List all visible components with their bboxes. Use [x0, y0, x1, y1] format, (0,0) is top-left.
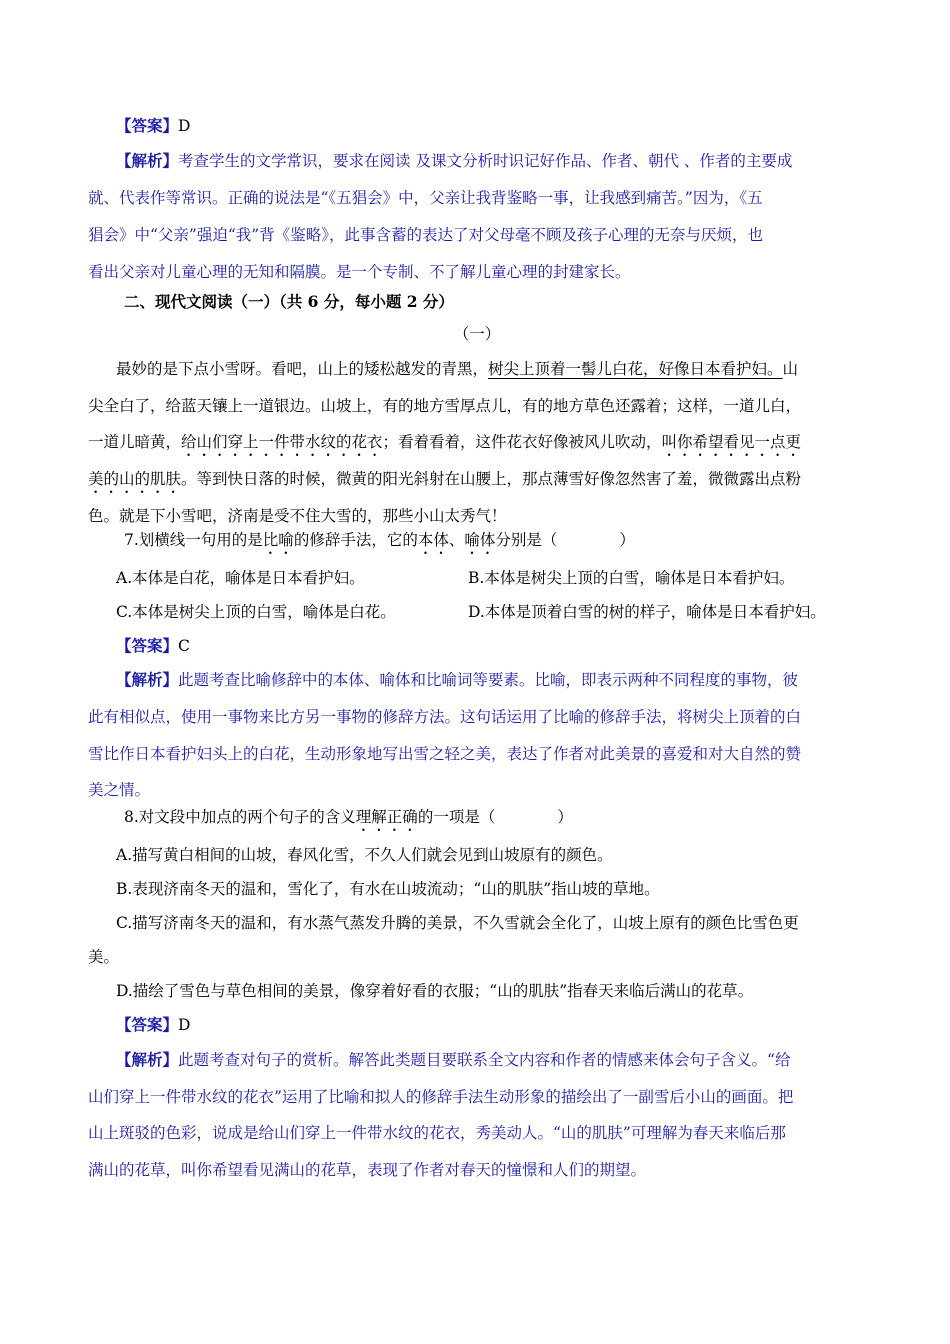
dotted-sentence-2-cont: 美的山的肌肤: [88, 470, 182, 488]
q8-analysis-line-1: 【解析】此题考查对句子的赏析。解答此类题目要联系全文内容和作者的情感来体会句子含义。“给: [116, 1050, 791, 1069]
q8-option-d: D.描绘了雪色与草色相间的美景，像穿着好看的衣服；“山的肌肤”指春天来临后满山的花草。: [116, 982, 754, 1000]
section-heading: 二、现代文阅读（一）（共 6 分，每小题 2 分）: [124, 292, 454, 311]
passage-line-2: 尖全白了，给蓝天镶上一道银边。山坡上，有的地方雪厚点儿，有的地方草色还露着；这样，一道儿白，: [88, 397, 802, 415]
passage-line-4: 美的山的肌肤。等到快日落的时候，微黄的阳光斜射在山腰上，那点薄雪好像忽然害了羞，微微露出点粉: [88, 470, 802, 488]
passage-line-5: 色。就是下小雪吧，济南是受不住大雪的，那些小山太秀气！: [88, 507, 507, 525]
passage-line-1: 最妙的是下点小雪呀。看吧，山上的矮松越发的青黑，树尖上顶着一髻儿白花，好像日本看护妇。山: [116, 360, 799, 378]
q8-option-c: C.描写济南冬天的温和，有水蒸气蒸发升腾的美景，不久雪就会全化了，山坡上原有的颜色比雪色更: [116, 914, 799, 932]
passage-number: （一）: [453, 325, 501, 343]
dotted-sentence-1: 给山们穿上一件带水纹的花衣: [181, 433, 383, 451]
answer-value: D: [178, 1016, 191, 1034]
answer-label: 【答案】: [116, 1015, 179, 1034]
q7-analysis-line-3: 雪比作日本看护妇头上的白花，生动形象地写出雪之轻之美，表达了作者对此美景的喜爱和对大自然的赞: [88, 745, 802, 763]
q8-option-b: B.表现济南冬天的温和，雪化了，有水在山坡流动；“山的肌肤”指山坡的草地。: [116, 880, 660, 898]
q7-analysis-line-4: 美之情。: [88, 781, 151, 799]
q7-option-c: C.本体是树尖上顶的白雪，喻体是白花。: [116, 603, 396, 621]
analysis-label: 【解析】: [116, 1050, 179, 1069]
q7-option-d: D.本体是顶着白雪的树的样子，喻体是日本看护妇。: [468, 603, 826, 621]
q6-answer: [116, 116, 190, 136]
q7-analysis-line-2: 此有相似点，使用一事物来比方另一事物的修辞方法。这句话运用了比喻的修辞手法，将树尖上顶着的白: [88, 708, 802, 726]
dotted-sentence-2: 叫你希望看见一点更: [661, 433, 802, 451]
q8-stem: 8.对文段中加点的两个句子的含义理解正确的一项是（ ）: [124, 808, 573, 826]
analysis-label: 【解析】: [116, 151, 179, 170]
underlined-sentence: 树尖上顶着一髻儿白花，好像日本看护妇。: [488, 360, 783, 378]
q6-analysis-line-4: 看出父亲对儿童心理的无知和隔膜。是一个专制、不了解儿童心理的封建家长。: [88, 263, 631, 281]
q6-analysis-line-2: 就、代表作等常识。正确的说法是“《五猖会》中，父亲让我背鉴略一事，让我感到痛苦。”因为，《五: [88, 189, 763, 207]
q6-analysis-line-1: 【解析】考查学生的文学常识，要求在阅读 及课文分析时识记好作品、作者、朝代 、作者的主要成: [116, 151, 793, 170]
q7-option-a: A.本体是白花，喻体是日本看护妇。: [116, 569, 365, 587]
q7-stem: 7.划横线一句用的是比喻的修辞手法，它的本体、喻体分别是（ ）: [124, 531, 635, 549]
answer-value: C: [178, 637, 190, 655]
q8-analysis-line-4: 满山的花草，叫你希望看见满山的花草，表现了作者对春天的憧憬和人们的期望。: [88, 1161, 647, 1179]
q7-answer: [116, 636, 190, 656]
q7-analysis-line-1: 【解析】此题考查比喻修辞中的本体、喻体和比喻词等要素。比喻，即表示两种不同程度的事物，彼: [116, 670, 799, 689]
q8-analysis-line-3: 山上斑驳的色彩，说成是给山们穿上一件带水纹的花衣，秀美动人。“山的肌肤”可理解为春天来临后那: [88, 1124, 786, 1142]
q8-option-c-cont: 美。: [88, 948, 120, 966]
q7-option-b: B.本体是树尖上顶的白雪，喻体是日本看护妇。: [468, 569, 795, 587]
q8-analysis-line-2: 山们穿上一件带水纹的花衣”运用了比喻和拟人的修辞手法生动形象的描绘出了一副雪后小山的画面。把: [88, 1088, 794, 1106]
analysis-label: 【解析】: [116, 670, 179, 689]
q8-option-a: A.描写黄白相间的山坡，春风化雪，不久人们就会见到山坡原有的颜色。: [116, 846, 613, 864]
answer-value: D: [178, 117, 191, 135]
q6-analysis-line-3: 猖会》中“父亲”强迫“我”背《鉴略》，此事含蓄的表达了对父母毫不顾及孩子心理的无奈与厌烦，也: [88, 226, 763, 244]
passage-line-3: 一道儿暗黄，给山们穿上一件带水纹的花衣；看着看着，这件花衣好像被风儿吹动，叫你希望看见一点更: [88, 433, 802, 451]
answer-label: 【答案】: [116, 116, 179, 135]
q8-answer: [116, 1015, 190, 1035]
answer-label: 【答案】: [116, 636, 179, 655]
